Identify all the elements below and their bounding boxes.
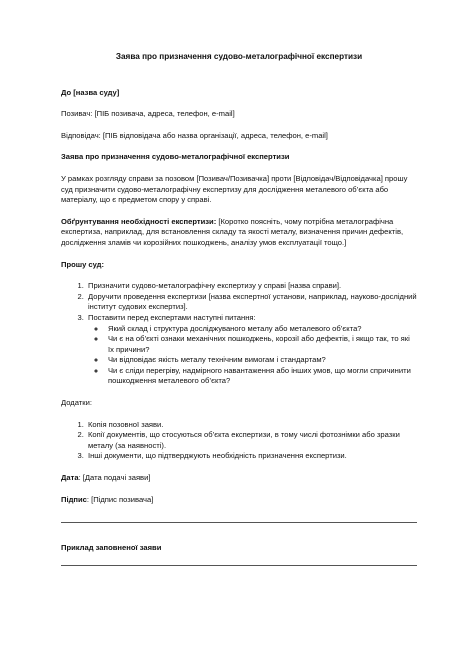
example-title: Приклад заповненої заяви (61, 543, 162, 553)
request-item: 3. Поставити перед експертами наступні питання: ◦ Який склад і структура досліджуваного металу або металевого об’єкта? ◦ Чи є на об’єкті ознаки механічних пошкоджень, корозії або дефектів, і якщо так, то які їх причини? ◦ Чи відповідає якість металу технічним вимогам і стандартам? ◦ Чи є сліди перегріву, надмірного навантаження або інших умов, що могли спричинити пошкодження металевого об’єкта? (86, 313, 417, 387)
attachments-title: Додатки: (61, 398, 92, 408)
attachment-item: 3. Інші документи, що підтверджують необхідність призначення експертизи. (86, 451, 417, 462)
request-title: Прошу суд: (61, 259, 105, 269)
signature-value: : [Підпис позивача] (86, 494, 154, 504)
section-title: Заява про призначення судово-металографічної експертизи (61, 152, 290, 162)
signature-label: Підпис (61, 494, 87, 504)
divider (61, 565, 417, 566)
attachment-list (61, 420, 417, 462)
justification-label: Обґрунтування необхідності експертизи: (61, 216, 217, 226)
request-list (61, 281, 417, 387)
signature-line (61, 495, 417, 506)
question-list (88, 324, 417, 388)
question-item: ◦ Чи є на об’єкті ознаки механічних пошкоджень, корозії або дефектів, і якщо так, то які їх причини? (106, 334, 417, 355)
document-title: Заява про призначення судово-металографічної експертизи (115, 52, 363, 61)
attachment-item: 1. Копія позовної заяви. (86, 420, 417, 431)
defendant-line: Відповідач: [ПІБ відповідача або назва організації, адреса, телефон, e-mail] (61, 130, 328, 140)
date-label: Дата (61, 473, 79, 483)
question-item: ◦ Чи відповідає якість металу технічним вимогам і стандартам? (106, 355, 417, 366)
document-page (61, 52, 417, 566)
question-item: ◦ Який склад і структура досліджуваного металу або металевого об’єкта? (106, 324, 417, 335)
date-value: : [Дата подачі заяви] (78, 473, 151, 483)
request-item: 2. Доручити проведення експертизи [назва експертної установи, наприклад, науково-дослідний інститут судових експертиз]. (86, 292, 417, 313)
divider (61, 522, 417, 523)
justification-text: [Коротко поясніть, чому потрібна металографічна експертиза, наприклад, для встановлення складу та якості металу, визначення причин дефектів, дослідження зламів чи корозійних пошкоджень, аналізу умов експлуатації тощо.] (61, 216, 404, 247)
attachment-item: 2. Копії документів, що стосуються об’єкта експертизи, в тому числі фотознімки або зразки металу (за наявності). (86, 430, 417, 451)
date-line (61, 473, 417, 484)
request-item: 1. Призначити судово-металографічну експертизу у справі [назва справи]. (86, 281, 417, 292)
intro-paragraph: У рамках розгляду справи за позовом [Позивач/Позивачка] проти [Відповідач/Відповідачка] прошу суд призначити судово-металографічну експертизу для дослідження металевого об’єкта або матеріалу, що є предметом спору у справі. (61, 173, 408, 205)
question-item: ◦ Чи є сліди перегріву, надмірного навантаження або інших умов, що могли спричинити пошкодження металевого об’єкта? (106, 366, 417, 387)
court-line: До [назва суду] (61, 87, 120, 97)
plaintiff-line: Позивач: [ПІБ позивача, адреса, телефон, e-mail] (61, 109, 235, 119)
justification-paragraph (61, 217, 417, 249)
